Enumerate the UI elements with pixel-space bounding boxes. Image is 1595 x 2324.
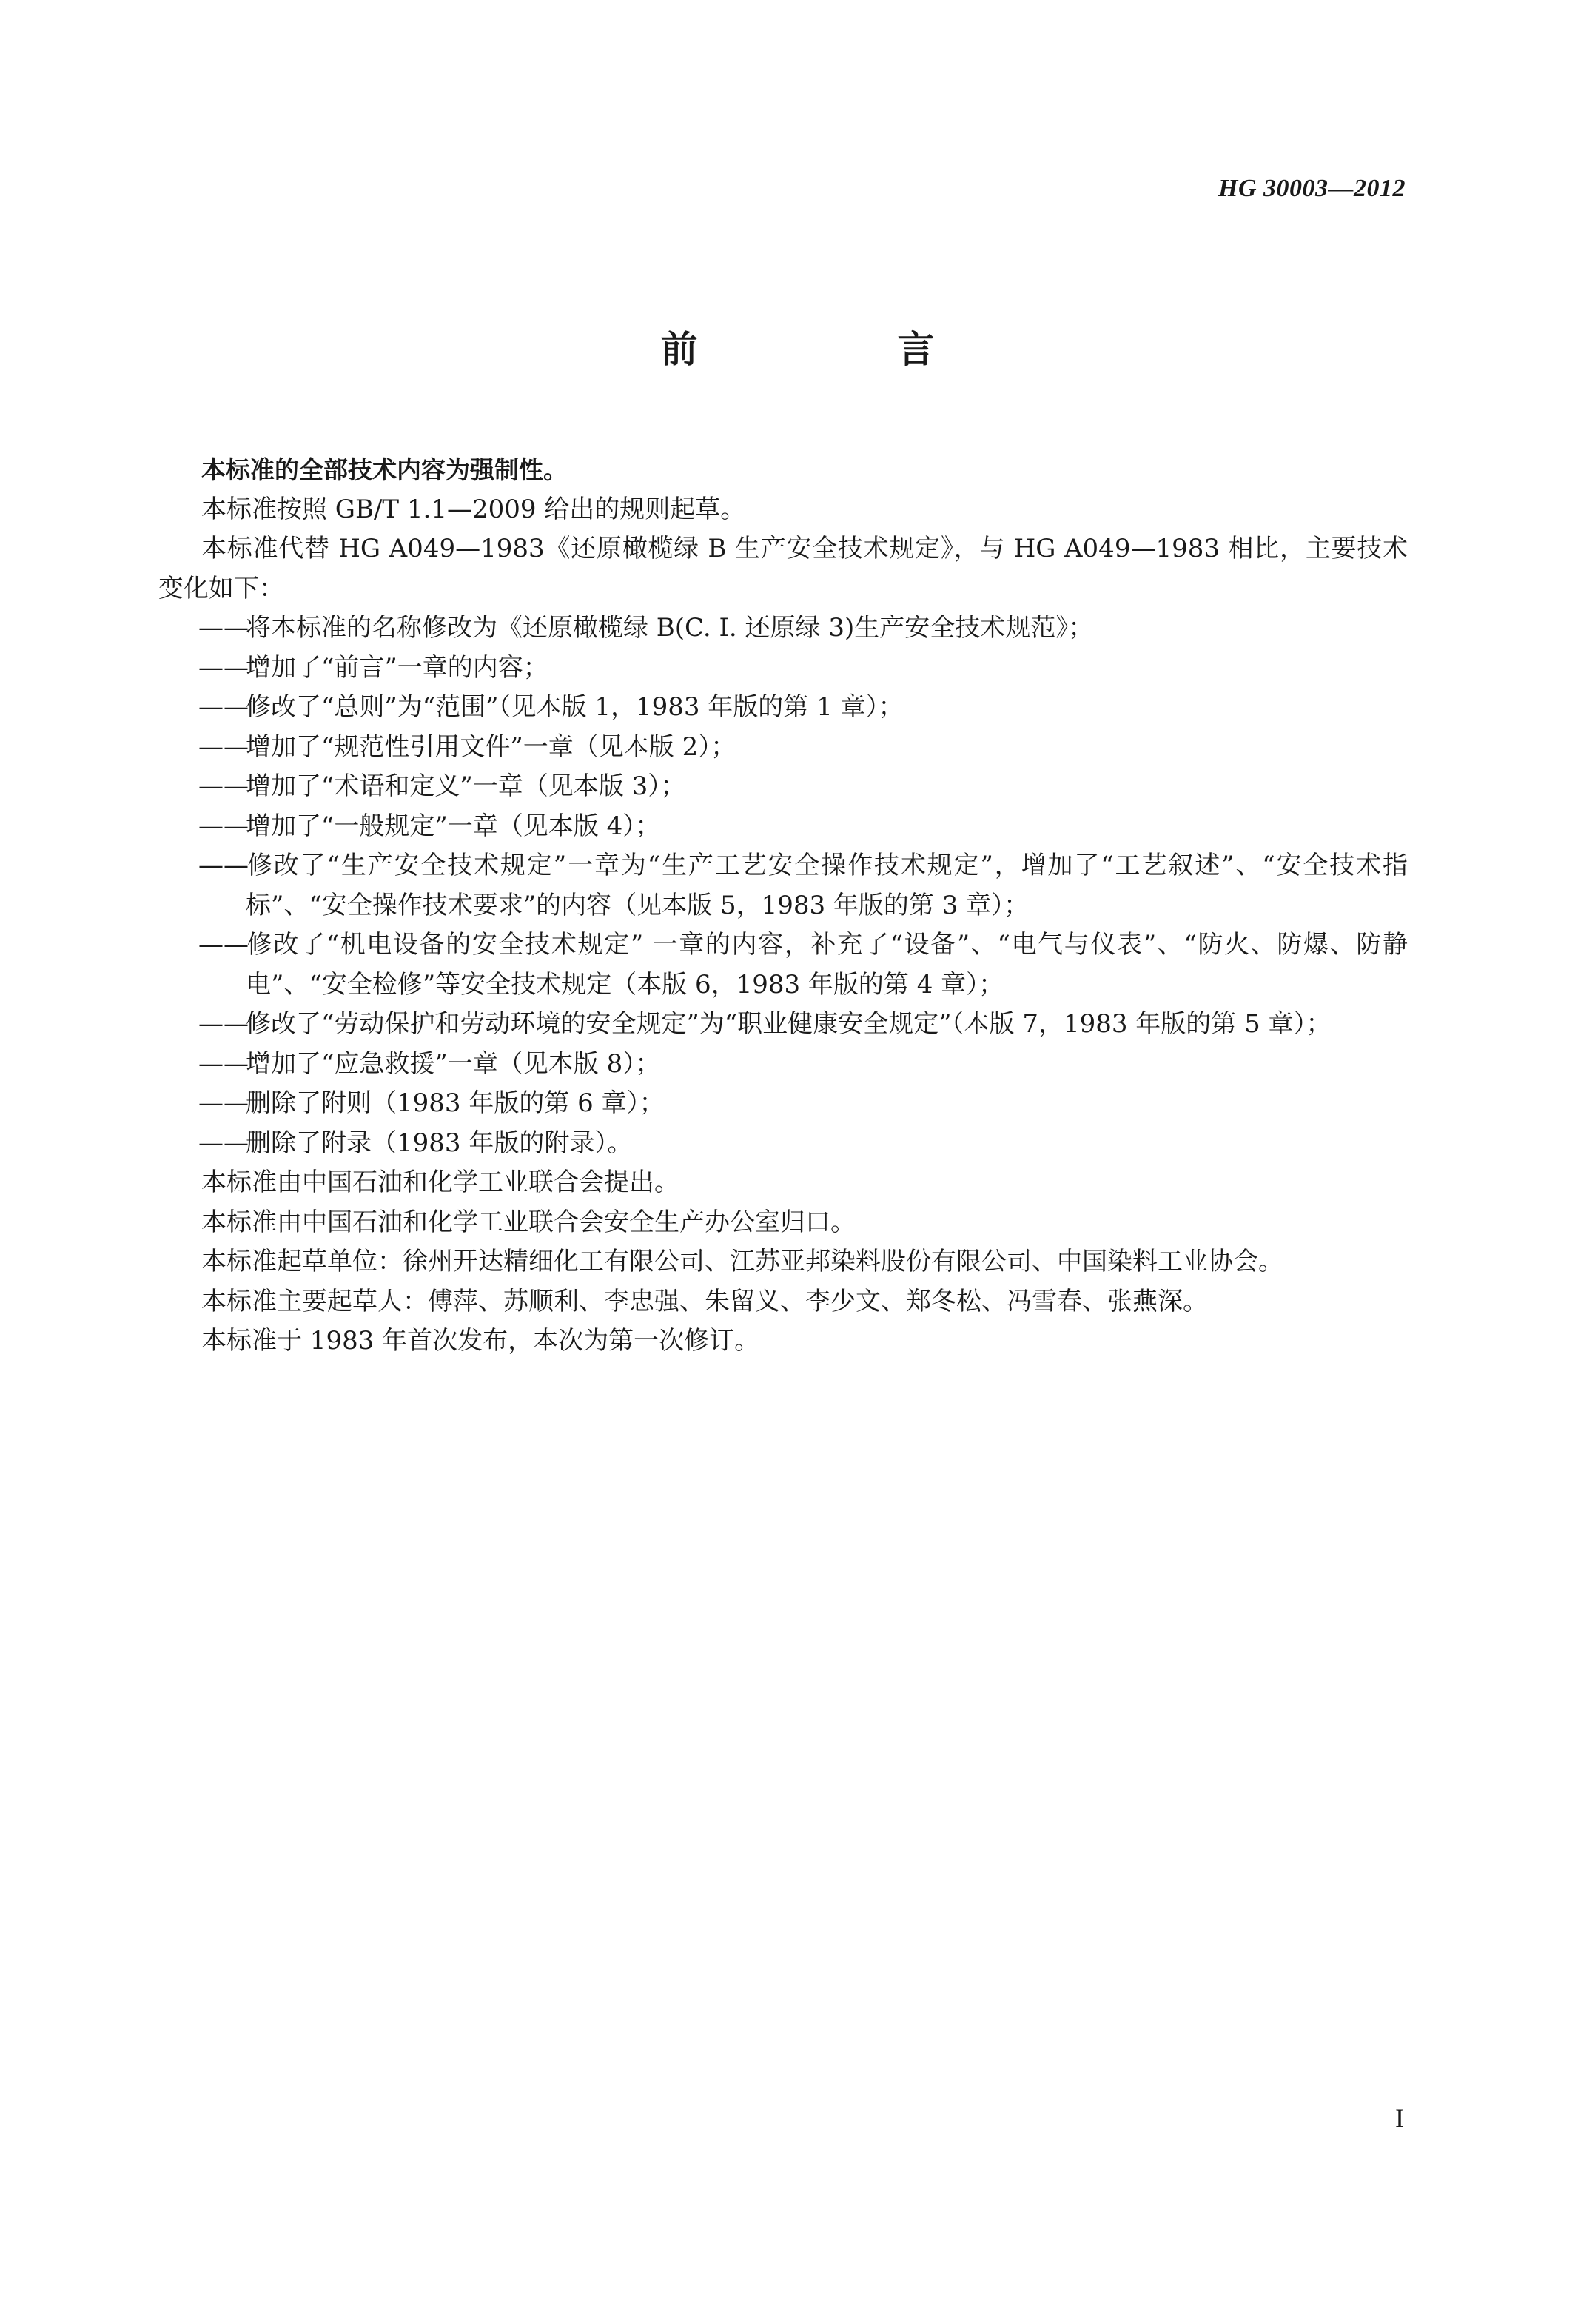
foreword-body	[158, 450, 1408, 1362]
list-item	[158, 767, 1408, 807]
dash-mark: ——	[198, 771, 249, 801]
dash-mark: ——	[198, 731, 249, 762]
dash-mark: ——	[198, 930, 249, 960]
list-item	[158, 1005, 1408, 1045]
page-number: I	[1395, 2103, 1404, 2133]
page-title: 前 言	[660, 328, 1016, 371]
list-item	[158, 1045, 1408, 1085]
list-item	[158, 728, 1408, 768]
paragraph-drafting-rules: 本标准按照 GB/T 1.1—2009 给出的规则起草。	[201, 494, 746, 524]
paragraph-proposer: 本标准由中国石油和化学工业联合会提出。	[201, 1168, 679, 1197]
list-item-text: 增加了“前言”一章的内容；	[246, 652, 548, 683]
paragraph-history: 本标准于 1983 年首次发布，本次为第一次修订。	[201, 1326, 760, 1356]
list-item-text: 修改了“劳动保护和劳动环境的安全规定”为“职业健康安全规定”（本版 7，1983 年版的第 5 章）；	[246, 1009, 1332, 1039]
list-item	[158, 846, 1408, 925]
list-item	[158, 925, 1408, 1005]
list-item-text: 删除了附则（1983 年版的第 6 章）；	[246, 1088, 665, 1118]
dash-mark: ——	[198, 652, 249, 683]
dash-mark: ——	[198, 1009, 249, 1039]
list-item	[158, 649, 1408, 689]
dash-mark: ——	[198, 613, 249, 643]
list-item-text: 增加了“规范性引用文件”一章（见本版 2）；	[246, 731, 736, 762]
paragraph-drafting-units: 本标准起草单位：徐州开达精细化工有限公司、江苏亚邦染料股份有限公司、中国染料工业协会。	[201, 1247, 1283, 1276]
list-item-text: 增加了“一般规定”一章（见本版 4）；	[246, 811, 661, 841]
dash-mark: ——	[198, 1128, 249, 1158]
list-item	[158, 609, 1408, 649]
list-item-text: 增加了“应急救援”一章（见本版 8）；	[246, 1048, 661, 1079]
list-item-text: 修改了“生产安全技术规定”一章为“生产工艺安全操作技术规定”，增加了“工艺叙述”、“安全技术指标”、“安全操作技术要求”的内容（见本版 5，1983 年版的第 3 章）；	[246, 851, 1408, 920]
list-item	[158, 807, 1408, 847]
dash-mark: ——	[198, 851, 249, 880]
paragraph-drafters: 本标准主要起草人：傅萍、苏顺利、李忠强、朱留义、李少文、郑冬松、冯雪春、张燕深。	[201, 1286, 1208, 1316]
dash-mark: ——	[198, 692, 249, 722]
list-item-text: 修改了“机电设备的安全技术规定” 一章的内容，补充了“设备”、“电气与仪表”、“防火、防爆、防静电”、“安全检修”等安全技术规定（本版 6，1983 年版的第 4 章）；	[246, 930, 1408, 999]
list-item-text: 增加了“术语和定义”一章（见本版 3）；	[246, 771, 686, 801]
list-item-text: 将本标准的名称修改为《还原橄榄绿 B(C. I. 还原绿 3)生产安全技术规范》；	[246, 613, 1094, 643]
list-item	[158, 1124, 1408, 1164]
dash-mark: ——	[198, 1048, 249, 1079]
list-item-text: 修改了“总则”为“范围”（见本版 1，1983 年版的第 1 章）；	[246, 692, 904, 722]
list-item	[158, 1084, 1408, 1124]
list-item	[158, 688, 1408, 728]
standard-code: HG 30003—2012	[1218, 175, 1406, 202]
dash-mark: ——	[198, 811, 249, 841]
paragraph-administrator: 本标准由中国石油和化学工业联合会安全生产办公室归口。	[201, 1207, 856, 1237]
paragraph-mandatory: 本标准的全部技术内容为强制性。	[201, 455, 568, 484]
paragraph-replaces: 本标准代替 HG A049—1983《还原橄榄绿 B 生产安全技术规定》，与 HG A049—1983 相比，主要技术变化如下：	[158, 534, 1408, 603]
changes-list	[158, 609, 1408, 1163]
list-item-text: 删除了附录（1983 年版的附录）。	[246, 1128, 633, 1158]
dash-mark: ——	[198, 1088, 249, 1118]
